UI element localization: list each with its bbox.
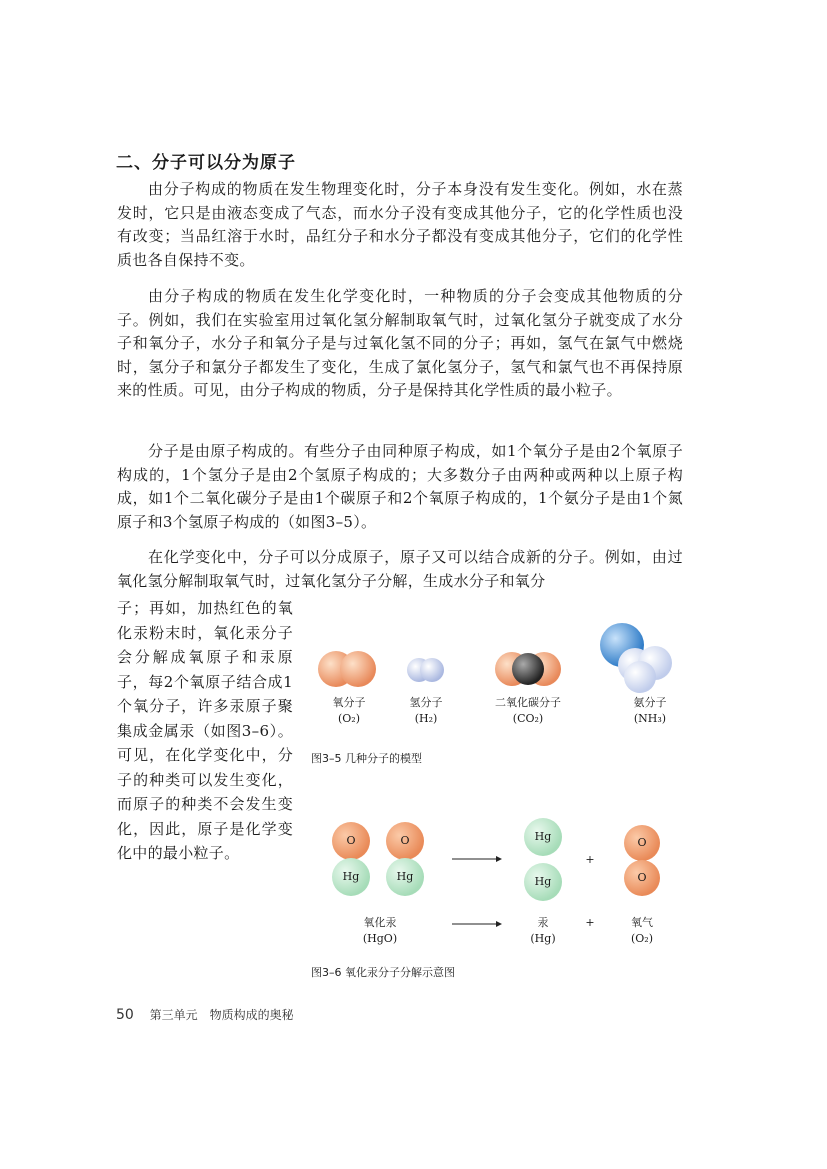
label-carbon-dioxide-molecule xyxy=(488,695,568,727)
figure-3-5-caption: 图3–5 几种分子的模型 xyxy=(311,752,422,765)
atom-label-o: O xyxy=(637,871,647,884)
atom-label-hg: Hg xyxy=(534,875,552,888)
page-number: 50 xyxy=(116,1007,134,1023)
plus-sign: + xyxy=(585,853,595,866)
atom-label-o: O xyxy=(400,834,410,847)
molecule-formula: (H₂) xyxy=(414,712,438,725)
molecule-formula: (O₂) xyxy=(337,712,360,725)
substance-formula: (HgO) xyxy=(362,932,398,945)
atom-label-hg: Hg xyxy=(342,870,360,883)
molecule-name: 氢分子 xyxy=(409,696,443,709)
substance-formula: (O₂) xyxy=(630,932,653,945)
label-ammonia-molecule xyxy=(625,695,675,727)
page-footer xyxy=(116,1006,294,1023)
substance-formula: (Hg) xyxy=(530,932,556,945)
ammonia-molecule-model xyxy=(600,623,672,693)
paragraph-3: 分子是由原子构成的。有些分子由同种原子构成，如1个氧分子是由2个氧原子构成的，1个氢分子是由2个氢原子构成的；大多数分子由两种或两种以上原子构成，如1个二氧化碳分子是由1个碳原子和2个氧原子构成的，1个氨分子是由1个氮原子和3个氢原子构成的（如图3–5）。 xyxy=(117,442,683,531)
label-mercury-oxide xyxy=(355,915,405,947)
substance-name: 氧化汞 xyxy=(363,916,397,929)
reaction-arrow-icon xyxy=(452,856,502,862)
figure-3-6-caption: 图3–6 氧化汞分子分解示意图 xyxy=(311,966,455,979)
paragraph-2: 由分子构成的物质在发生化学变化时，一种物质的分子会变成其他物质的分子。例如，我们在实验室用过氧化氢分解制取氧气时，过氧化氢分子就变成了水分子和氧分子，水分子和氧分子是与过氧化氢不同的分子；再如，氢气在氯气中燃烧时，氢分子和氯分子都发生了变化，生成了氯化氢分子，氢气和氯气也不再保持原来的性质。可见，由分子构成的物质，分子是保持其化学性质的最小粒子。 xyxy=(117,287,683,399)
atom-label-hg: Hg xyxy=(396,870,414,883)
hydrogen-molecule-model xyxy=(407,658,444,682)
molecule-formula: (NH₃) xyxy=(633,712,667,725)
molecule-name: 二氧化碳分子 xyxy=(495,696,561,709)
unit-title: 第三单元 物质构成的奥秘 xyxy=(149,1008,294,1022)
section-heading: 二、分子可以分为原子 xyxy=(116,153,296,173)
paragraph-1: 由分子构成的物质在发生物理变化时，分子本身没有发生变化。例如，水在蒸发时，它只是由液态变成了气态，而水分子没有变成其他分子，它的化学性质也没有改变；当品红溶于水时，品红分子和水分子都没有变成其他分子，它们的化学性质也各自保持不变。 xyxy=(117,180,683,269)
oxygen-molecule-model xyxy=(318,651,376,687)
label-hydrogen-molecule xyxy=(401,695,451,727)
label-oxygen-molecule xyxy=(324,695,374,727)
atom-label-hg: Hg xyxy=(534,830,552,843)
equation-arrow-icon xyxy=(452,921,502,927)
substance-name: 汞 xyxy=(537,916,549,929)
figures xyxy=(300,615,690,985)
label-oxygen-gas xyxy=(622,915,662,947)
substance-name: 氧气 xyxy=(631,916,653,929)
carbon-dioxide-molecule-model xyxy=(495,652,561,686)
molecule-name: 氧分子 xyxy=(332,696,366,709)
label-mercury xyxy=(528,915,558,947)
paragraph-wrap: 子；再如，加热红色的氧化汞粉末时，氧化汞分子会分解成氧原子和汞原子，每2个氧原子结合成1个氧分子，许多汞原子聚集成金属汞（如图3–6）。可见，在化学变化中，分子的种类可以发生变化，而原子的种类不会发生变化，因此，原子是化学变化中的最小粒子。 xyxy=(117,599,293,862)
plus-sign: + xyxy=(585,916,595,929)
molecule-name: 氨分子 xyxy=(633,696,667,709)
molecule-formula: (CO₂) xyxy=(512,712,544,725)
paragraph-4: 在化学变化中，分子可以分成原子，原子又可以结合成新的分子。例如，由过氧化氢分解制取氧气时，过氧化氢分子分解，生成水分子和氧分 xyxy=(117,548,683,590)
atom-label-o: O xyxy=(637,836,647,849)
atom-label-o: O xyxy=(346,834,356,847)
